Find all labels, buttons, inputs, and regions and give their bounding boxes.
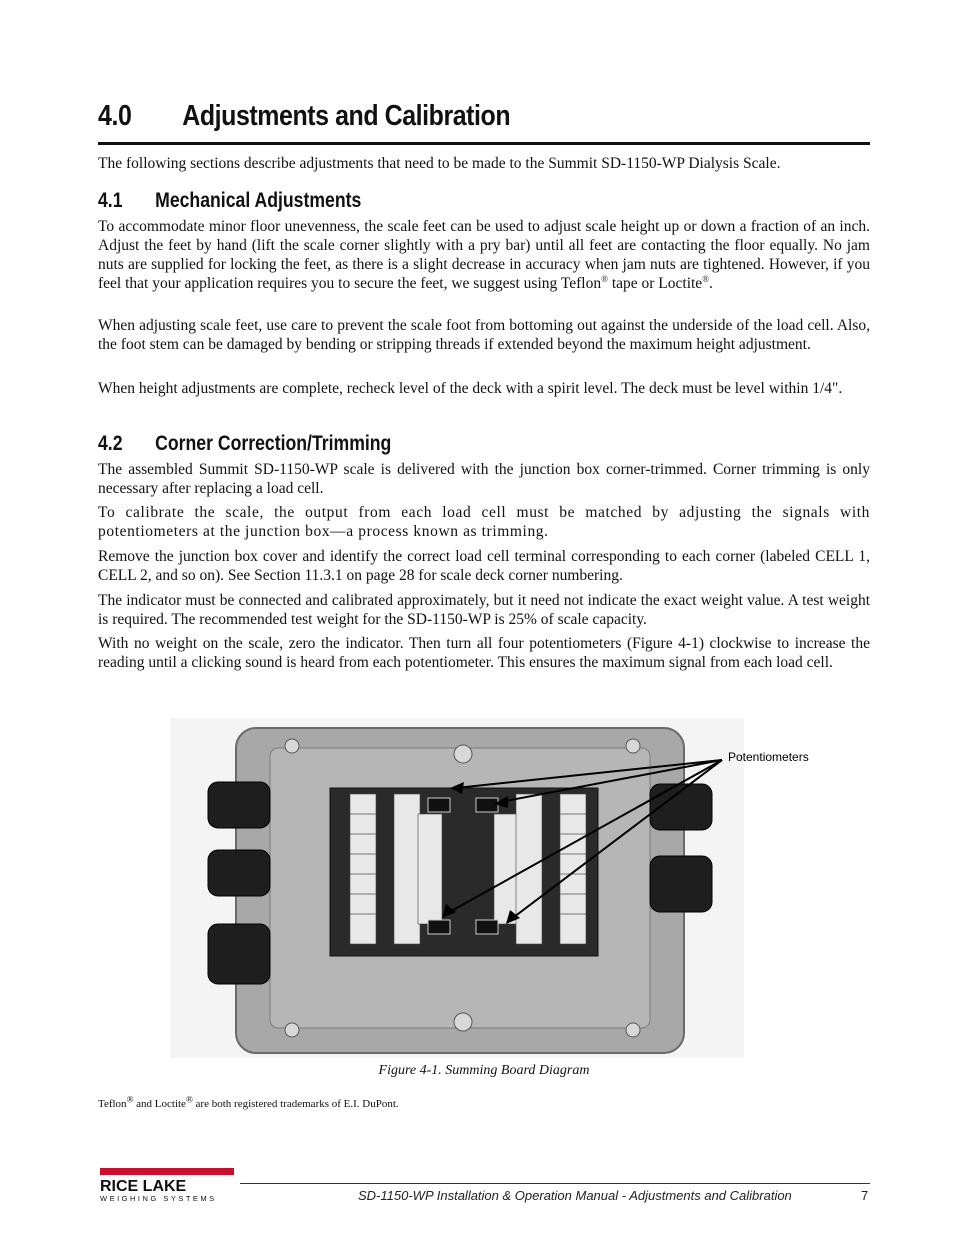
summing-board-photo	[170, 718, 809, 1058]
footer-rule	[240, 1183, 870, 1184]
section-title: Mechanical Adjustments	[155, 189, 362, 212]
chapter-number: 4.0	[98, 100, 132, 132]
intro-paragraph: The following sections describe adjustments that need to be made to the Summit SD-1150-WP Dialysis Scale.	[98, 155, 781, 172]
trademark-note	[98, 1094, 399, 1110]
text-run: and Loctite	[133, 1098, 186, 1110]
chapter-heading	[98, 100, 762, 133]
mechanical-paragraph-3: When height adjustments are complete, recheck level of the deck with a spirit level. The deck must be level within 1/4".	[98, 380, 843, 397]
logo-subtext: WEIGHING SYSTEMS	[100, 1194, 217, 1203]
registered-mark: ®	[702, 273, 710, 284]
registered-mark: ®	[185, 1094, 193, 1105]
chapter-title: Adjustments and Calibration	[182, 100, 511, 132]
logo-mark	[100, 1168, 234, 1202]
text-run: To accommodate minor floor unevenness, the scale feet can be used to adjust scale height up or down a fraction of an inch. Adjust the feet by hand (lift the scale corner slightly with a pry bar) until all feet are contacting the floor equally. No jam nuts are supplied for locking the feet, as there is a slight decrease in accuracy when jam nuts are tightened. However, if you feel that your application requires you to secure the feet, we suggest using Teflon	[98, 218, 870, 292]
corner-paragraph-5: With no weight on the scale, zero the indicator. Then turn all four potentiometers (Figure 4-1) clockwise to increase the reading until a clicking sound is heard from each potentiometer. This ensures the maximum signal from each load cell.	[98, 635, 870, 671]
text-run: .	[709, 275, 713, 292]
text-run: tape or Loctite	[607, 275, 703, 292]
registered-mark: ®	[126, 1094, 134, 1105]
mechanical-paragraph-2: When adjusting scale feet, use care to prevent the scale foot from bottoming out against the underside of the load cell. Also, the foot stem can be damaged by bending or stripping threads if extended beyond the maximum height adjustment.	[98, 317, 870, 353]
rice-lake-logo	[100, 1168, 234, 1202]
registered-mark: ®	[601, 273, 608, 284]
mechanical-paragraph-1	[98, 217, 870, 293]
section-title: Corner Correction/Trimming	[155, 432, 392, 455]
heading-rule	[98, 142, 870, 145]
footer-manual-title: SD-1150-WP Installation & Operation Manual - Adjustments and Calibration	[358, 1188, 792, 1203]
section-number: 4.2	[98, 432, 123, 455]
corner-paragraph-4: The indicator must be connected and calibrated approximately, but it need not indicate the exact weight value. A test weight is required. The recommended test weight for the SD-1150-WP is 25% of scale capacity.	[98, 592, 870, 628]
section-heading-mechanical	[98, 189, 746, 213]
potentiometers-callout: Potentiometers	[728, 750, 809, 764]
figure-caption: Figure 4-1. Summing Board Diagram	[378, 1063, 590, 1078]
logo-text: RICE LAKE	[100, 1178, 187, 1195]
corner-paragraph-1: The assembled Summit SD-1150-WP scale is delivered with the junction box corner-trimmed. Corner trimming is only necessary after replacing a load cell.	[98, 461, 870, 497]
corner-paragraph-2: To calibrate the scale, the output from each load cell must be matched by adjusting the signals with potentiometers at the junction box—a process known as trimming.	[98, 504, 870, 540]
summing-board-figure	[170, 718, 809, 1058]
section-number: 4.1	[98, 189, 123, 212]
section-heading-corner	[98, 432, 746, 456]
text-run: Teflon	[98, 1098, 127, 1110]
text-run: are both registered trademarks of E.I. DuPont.	[192, 1098, 399, 1110]
page-number: 7	[861, 1188, 869, 1203]
corner-paragraph-3: Remove the junction box cover and identify the correct load cell terminal corresponding to each corner (labeled CELL 1, CELL 2, and so on). See Section 11.3.1 on page 28 for scale deck corner numbering.	[98, 548, 870, 584]
